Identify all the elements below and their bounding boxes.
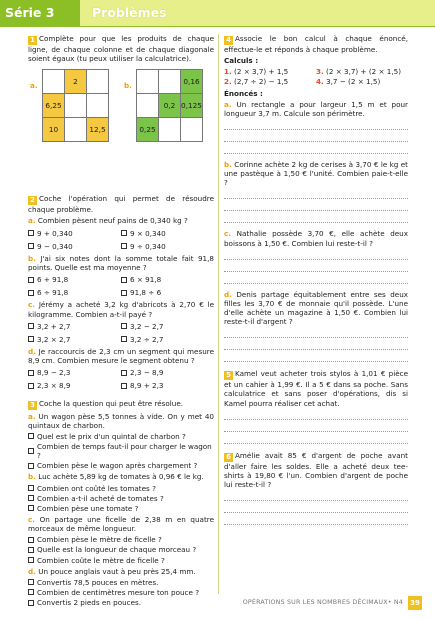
exercise-6: [224, 451, 408, 525]
option-label: Combien coûte le mètre de ficelle ?: [37, 555, 165, 565]
option[interactable]: [121, 288, 214, 297]
option-label: Convertis 78,5 pouces en mètres.: [37, 577, 159, 587]
checkbox[interactable]: [28, 589, 34, 595]
grid-a: [42, 69, 109, 142]
option-label: Combien a-t-il acheté de tomates ?: [37, 493, 164, 503]
column-divider: [218, 34, 219, 594]
left-column: [28, 34, 214, 614]
grid-b-label: b.: [124, 81, 132, 91]
exercise-2-instruction: Coche l'opération qui permet de résoudre chaque problème.: [28, 194, 214, 215]
option[interactable]: [28, 229, 121, 238]
question-label: c.: [28, 300, 35, 310]
option[interactable]: [28, 535, 214, 544]
checkbox[interactable]: [28, 448, 34, 454]
option-label: Convertis 2 pieds en pouces.: [37, 598, 142, 608]
grid-a-cell: 12,5: [87, 118, 109, 142]
page-number: 39: [408, 596, 422, 610]
answer-line[interactable]: [224, 120, 408, 130]
checkbox[interactable]: [121, 383, 127, 389]
exercise-2: [28, 194, 214, 391]
checkbox[interactable]: [28, 370, 34, 376]
grid-b-cell: 0,125: [181, 94, 203, 118]
checkbox[interactable]: [28, 336, 34, 342]
exercise-1: [28, 34, 214, 187]
question-label: a.: [28, 411, 36, 421]
question-text: J'ai six notes dont la somme totale fait 91,8 points. Quelle est ma moyenne ?: [28, 253, 214, 272]
exercise-number: 1: [28, 36, 37, 45]
exercise-number: 2: [28, 196, 37, 205]
answer-line[interactable]: [224, 250, 408, 260]
answer-line[interactable]: [224, 410, 408, 420]
grid-b: [136, 69, 203, 142]
option-label: 3,2 − 2,7: [130, 321, 164, 331]
calcul-item: 4. 3,7 − (2 × 1,5): [316, 77, 381, 87]
option-label: Quel est le prix d'un quintal de charbon ?: [37, 431, 186, 441]
option[interactable]: [121, 368, 214, 377]
answer-line[interactable]: [224, 340, 408, 350]
checkbox[interactable]: [28, 579, 34, 585]
option[interactable]: [28, 545, 214, 554]
series-label: Série 3: [5, 5, 55, 20]
grid-a-cell[interactable]: [87, 70, 109, 94]
exercise-5: [224, 369, 408, 443]
magic-grids: [28, 67, 214, 187]
checkbox[interactable]: [28, 537, 34, 543]
option-label: 6 ÷ 91,8: [37, 288, 69, 298]
option[interactable]: [28, 588, 214, 597]
grid-b-cell[interactable]: [159, 118, 181, 142]
checkbox[interactable]: [28, 230, 34, 236]
option[interactable]: [28, 442, 214, 460]
grid-b-cell[interactable]: [159, 70, 181, 94]
question-label: c.: [28, 514, 35, 524]
checkbox[interactable]: [121, 336, 127, 342]
exercise-number: 4: [224, 36, 233, 45]
checkbox[interactable]: [28, 323, 34, 329]
answer-line[interactable]: [224, 434, 408, 444]
page-footer: OPÉRATIONS SUR LES NOMBRES DÉCIMAUX• N4: [242, 599, 403, 606]
question-text: Nathalie possède 3,70 €, elle achète deux boissons à 1,50 €. Combien lui reste-t-il ?: [224, 229, 408, 248]
option[interactable]: [121, 381, 214, 390]
option[interactable]: [28, 335, 121, 344]
answer-line[interactable]: [224, 328, 408, 338]
calcul-item: 3. (2 × 3,7) + (2 × 1,5): [316, 67, 402, 77]
question-label: b.: [224, 159, 232, 169]
checkbox[interactable]: [28, 290, 34, 296]
option[interactable]: [28, 322, 121, 331]
exercise-number: 3: [28, 401, 37, 410]
answer-line[interactable]: [224, 189, 408, 199]
checkbox[interactable]: [121, 243, 127, 249]
answer-line[interactable]: [224, 274, 408, 284]
option[interactable]: [121, 242, 214, 251]
option-label: 3,2 + 2,7: [37, 321, 71, 331]
series-tab: [0, 0, 80, 26]
checkbox[interactable]: [121, 323, 127, 329]
header-rule: [0, 26, 435, 27]
calcul-item: 1. (2 × 3,7) + 1,5: [224, 67, 289, 77]
grid-a-cell: 10: [43, 118, 65, 142]
exercise-5-text: Kamel veut acheter trois stylos à 1,01 € pièce et un cahier à 1,99 €. Il a 5 € dans sa poche. Sans calculatrice et sans poser d'opérations, dis si Kamel pourra réaliser cet achat.: [224, 369, 408, 408]
question-text: Je raccourcis de 2,3 cm un segment qui mesure 8,9 cm. Combien mesure le segment obtenu ?: [28, 346, 214, 366]
option-label: 9 + 0,340: [37, 228, 73, 238]
exercise-1-instruction: Complète pour que les produits de chaque ligne, de chaque colonne et de chaque diagonale soient égaux (tu peux utiliser la calculatrice).: [28, 34, 214, 64]
answer-line[interactable]: [224, 515, 408, 525]
option[interactable]: [28, 556, 214, 565]
answer-line[interactable]: [224, 503, 408, 513]
answer-line[interactable]: [224, 262, 408, 272]
grid-a-cell: 2: [65, 70, 87, 94]
option-label: Combien ont coûté les tomates ?: [37, 483, 156, 493]
exercise-3: [28, 399, 214, 608]
question-label: d.: [28, 346, 36, 356]
option-label: 2,3 × 8,9: [37, 381, 71, 391]
option-label: 6 × 91,8: [130, 275, 162, 285]
option-label: 8,9 − 2,3: [37, 368, 71, 378]
checkbox[interactable]: [28, 547, 34, 553]
checkbox[interactable]: [28, 600, 34, 606]
question-text: Denis partage équitablement entre ses deux filles les 3,70 € de monnaie qu'il possède. L'une d'elle achète un magazine à 1,50 €. Combien lui reste-t-il d'argent ?: [224, 289, 408, 327]
grid-b-cell[interactable]: [137, 70, 159, 94]
answer-line[interactable]: [224, 491, 408, 501]
question-text: Un pouce anglais vaut à peu près 25,4 mm.: [38, 566, 196, 576]
option[interactable]: [121, 229, 214, 238]
option[interactable]: [28, 381, 121, 390]
option[interactable]: [28, 598, 214, 607]
grid-a-cell[interactable]: [43, 70, 65, 94]
option-label: 2,3 − 8,9: [130, 368, 164, 378]
question-label: b.: [28, 253, 36, 263]
option[interactable]: [28, 494, 214, 503]
option[interactable]: [28, 242, 121, 251]
checkbox[interactable]: [28, 505, 34, 511]
grid-a-label: a.: [30, 81, 38, 91]
enonces-heading: Énoncés :: [224, 88, 263, 98]
page-header: [0, 0, 435, 26]
answer-line[interactable]: [224, 352, 408, 362]
question-label: c.: [224, 229, 231, 239]
checkbox[interactable]: [28, 495, 34, 501]
exercise-number: 5: [224, 371, 233, 380]
option-label: 91,8 ÷ 6: [130, 288, 162, 298]
option-label: 9 × 0,340: [130, 228, 166, 238]
option-label: 8,9 + 2,3: [130, 381, 164, 391]
question-text: Corinne achète 2 kg de cerises à 3,70 € le kg et une pastèque à 1,50 € l'unité. Combien paie-t-elle ?: [224, 159, 408, 188]
question-text: Luc achète 5,89 kg de tomates à 0,96 € le kg.: [38, 472, 204, 482]
option[interactable]: [28, 578, 214, 587]
answer-line[interactable]: [224, 213, 408, 223]
checkbox[interactable]: [28, 243, 34, 249]
question-label: d.: [224, 289, 232, 299]
option[interactable]: [28, 368, 121, 377]
answer-line[interactable]: [224, 144, 408, 154]
question-label: a.: [28, 216, 36, 226]
grid-b-cell[interactable]: [137, 94, 159, 118]
exercise-4-instruction: Associe le bon calcul à chaque énoncé, effectue-le et réponds à chaque problème.: [224, 34, 408, 54]
answer-line[interactable]: [224, 201, 408, 211]
option-label: 3,2 ÷ 2,7: [130, 334, 164, 344]
checkbox[interactable]: [28, 485, 34, 491]
answer-line[interactable]: [224, 132, 408, 142]
option-label: Combien pèse le mètre de ficelle ?: [37, 535, 162, 545]
question-text: Un rectangle a pour largeur 1,5 m et pour longueur 3,7 m. Calcule son périmètre.: [224, 99, 408, 118]
exercise-3-instruction: Coche la question qui peut être résolue.: [39, 398, 184, 408]
option[interactable]: [28, 504, 214, 513]
checkbox[interactable]: [28, 433, 34, 439]
answer-line[interactable]: [224, 422, 408, 432]
grid-b-cell[interactable]: [181, 118, 203, 142]
checkbox[interactable]: [121, 277, 127, 283]
option-label: Quelle est la longueur de chaque morceau ?: [37, 545, 197, 555]
checkbox[interactable]: [28, 277, 34, 283]
option[interactable]: [28, 288, 121, 297]
option-label: 6 + 91,8: [37, 275, 69, 285]
section-title: Problèmes: [92, 5, 167, 20]
question-text: Combien pèsent neuf pains de 0,340 kg ?: [37, 216, 188, 226]
option[interactable]: [121, 335, 214, 344]
option-label: 9 − 0,340: [37, 241, 73, 251]
checkbox[interactable]: [121, 290, 127, 296]
question-text: On partage une ficelle de 2,38 m en quatre morceaux de même longueur.: [28, 514, 214, 534]
grid-a-cell[interactable]: [65, 118, 87, 142]
grid-b-cell: 0,16: [181, 70, 203, 94]
option[interactable]: [28, 461, 214, 470]
option-label: 9 ÷ 0,340: [130, 241, 166, 251]
exercise-4: [224, 34, 408, 362]
option[interactable]: [28, 432, 214, 441]
checkbox[interactable]: [121, 230, 127, 236]
calcul-item: 2. (2,7 ÷ 2) − 1,5: [224, 77, 289, 87]
question-text: Jérémy a acheté 3,2 kg d'abricots à 2,70 € le kilogramme. Combien a-t-il payé ?: [28, 300, 214, 319]
exercise-number: 6: [224, 453, 233, 462]
grid-a-cell: 6,25: [43, 94, 65, 118]
grid-a-cell[interactable]: [87, 94, 109, 118]
option-label: 3,2 × 2,7: [37, 334, 71, 344]
question-text: Un wagon pèse 5,5 tonnes à vide. On y met 40 quintaux de charbon.: [28, 411, 214, 430]
option-label: Combien pèse le wagon après chargement ?: [37, 461, 198, 471]
exercise-6-text: Amélie avait 85 € d'argent de poche avant d'aller faire les soldes. Elle a acheté deux tee-shirts à 19,80 € l'un. Combien d'argent de poche lui reste-t-il ?: [224, 450, 408, 489]
checkbox[interactable]: [28, 383, 34, 389]
option-label: Combien de temps faut-il pour charger le wagon ?: [37, 441, 212, 461]
option[interactable]: [28, 275, 121, 284]
grid-b-cell: 0,25: [137, 118, 159, 142]
option-label: Combien pèse une tomate ?: [37, 503, 139, 513]
grid-b-cell: 0,2: [159, 94, 181, 118]
checkbox[interactable]: [121, 370, 127, 376]
checkbox[interactable]: [28, 557, 34, 563]
option[interactable]: [28, 484, 214, 493]
question-label: d.: [28, 566, 36, 576]
section-title-bar: [80, 0, 435, 26]
grid-a-cell[interactable]: [65, 94, 87, 118]
option[interactable]: [121, 322, 214, 331]
option-label: Combien de centimètres mesure ton pouce ?: [37, 587, 200, 597]
option[interactable]: [121, 275, 214, 284]
question-label: b.: [28, 472, 36, 482]
checkbox[interactable]: [28, 463, 34, 469]
right-column: [224, 34, 408, 532]
calculs-heading: Calculs :: [224, 56, 259, 66]
question-label: a.: [224, 99, 232, 109]
